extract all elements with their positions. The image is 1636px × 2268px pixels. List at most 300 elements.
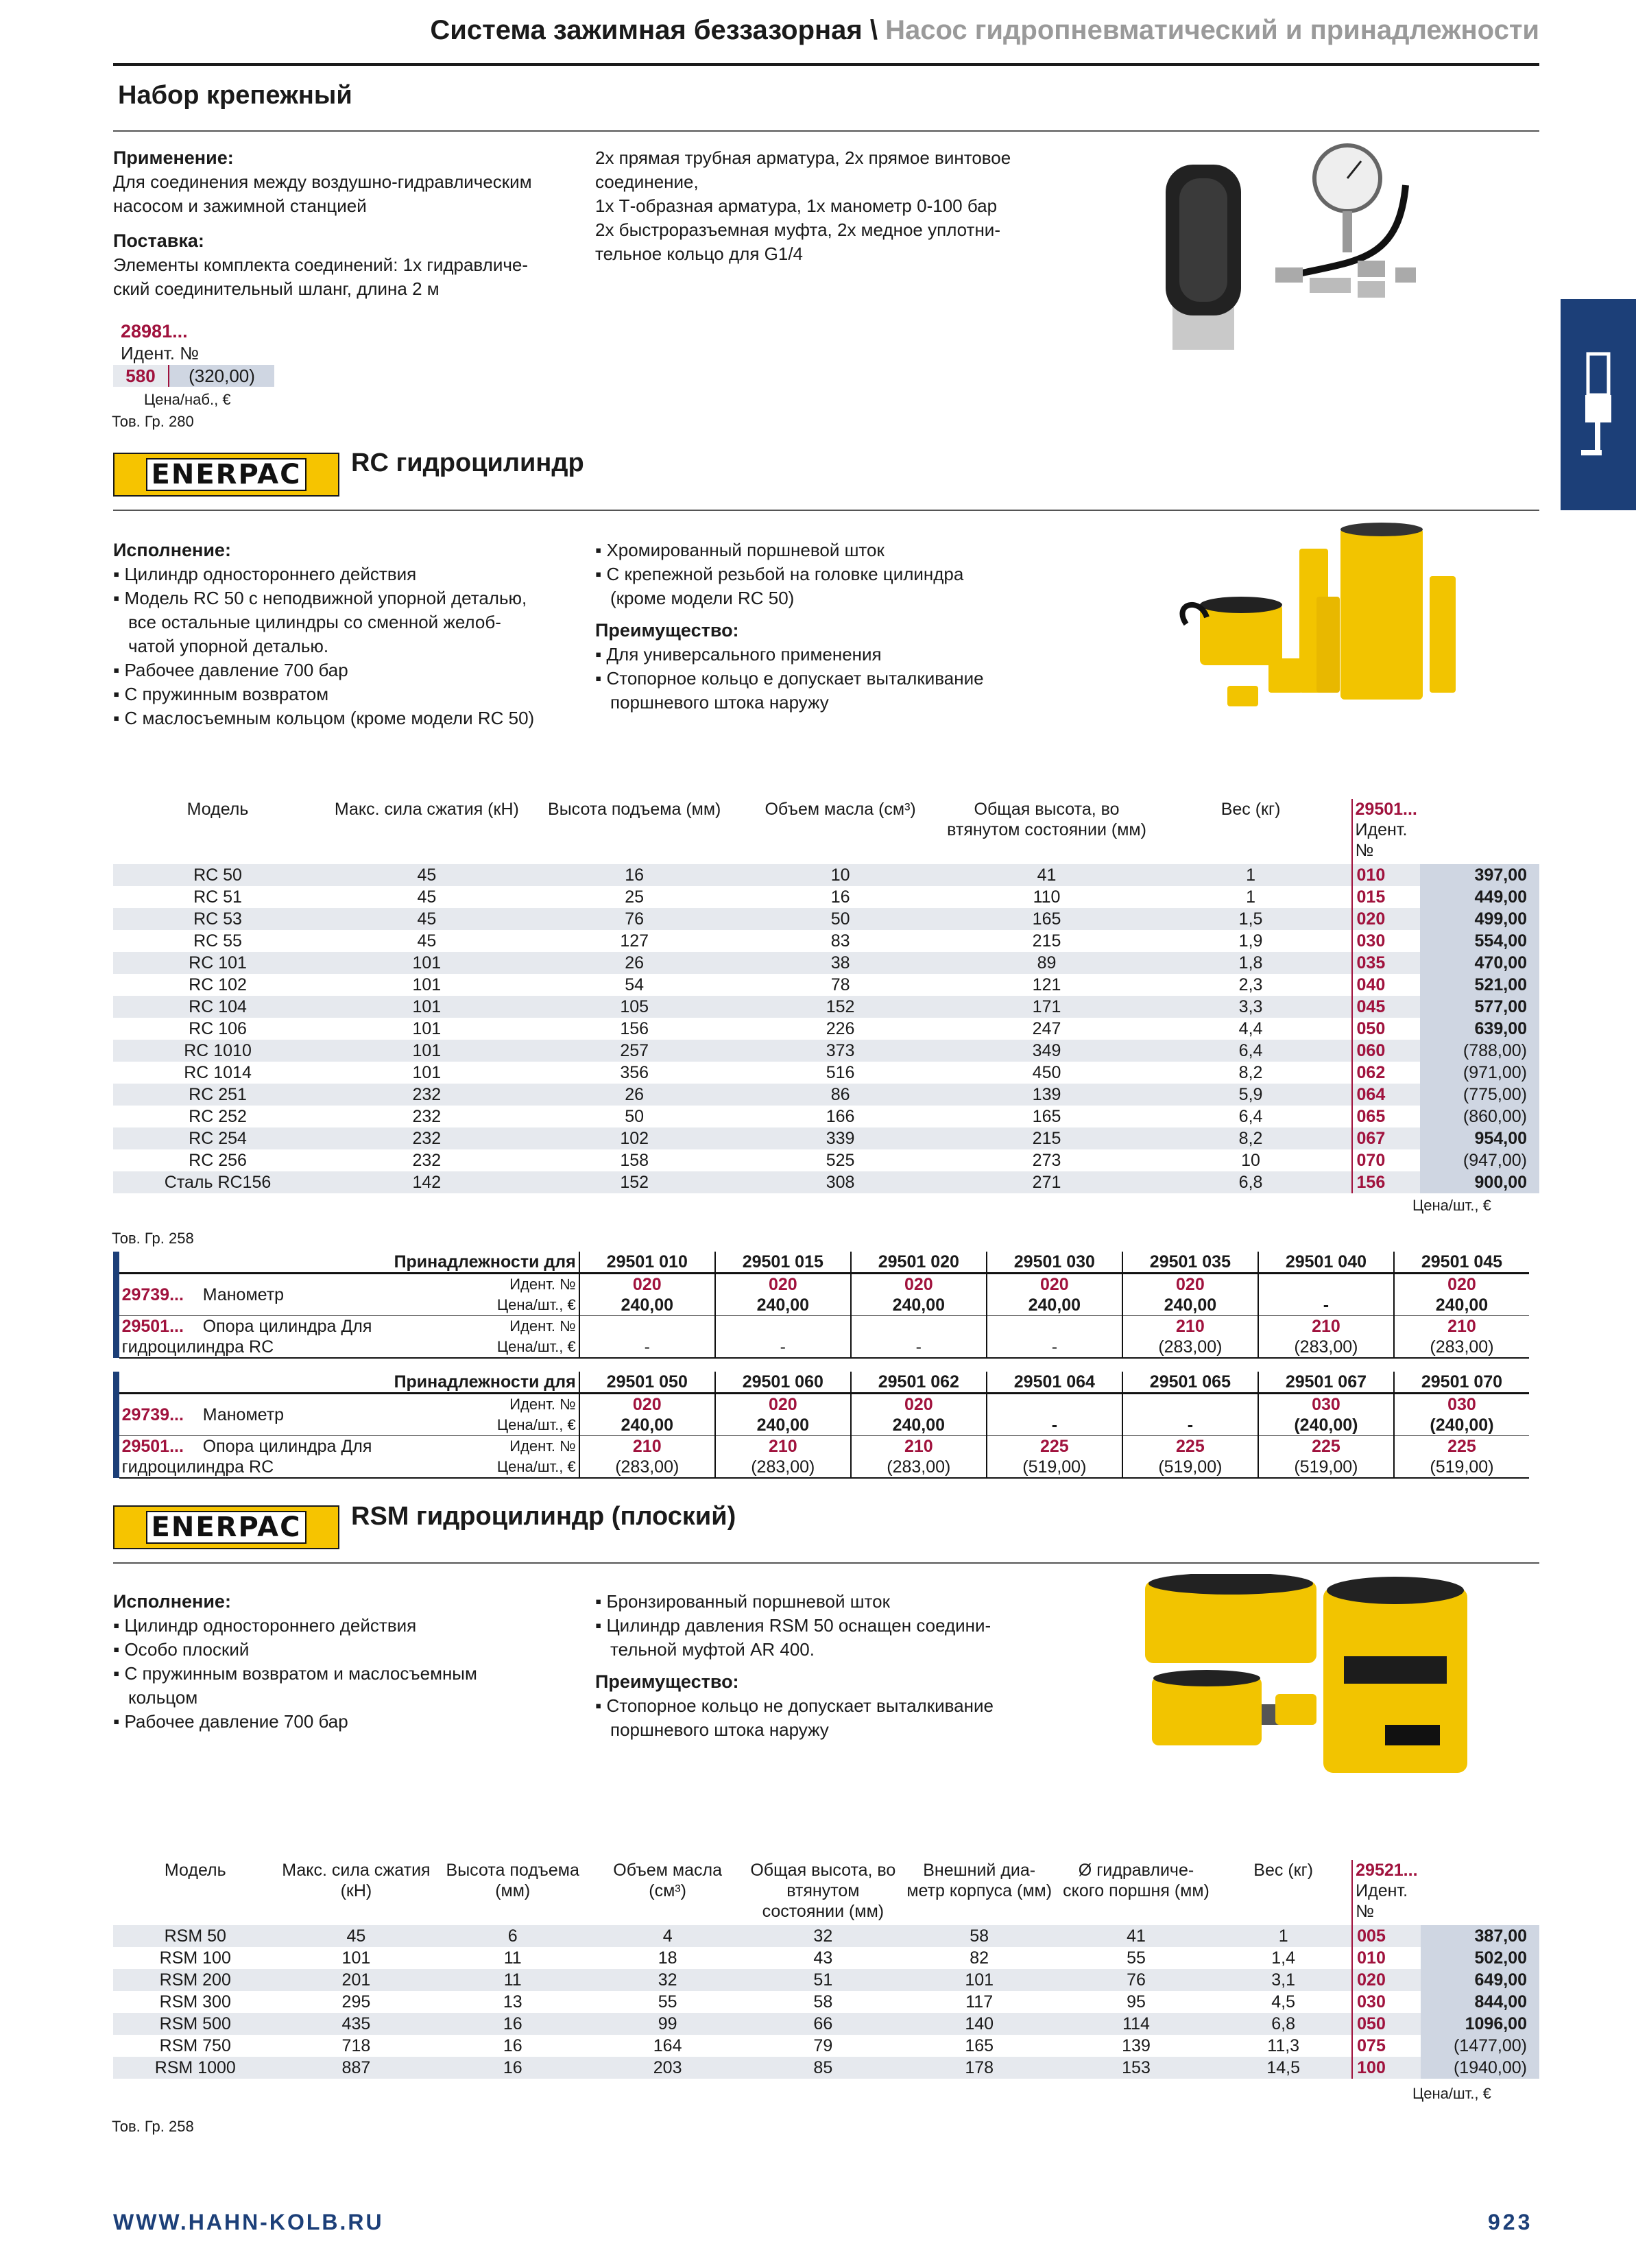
accessory-cell: 020 240,00 — [851, 1274, 987, 1316]
id-cell: 030 — [1352, 1991, 1420, 2013]
table-cell: 887 — [278, 2057, 435, 2079]
price-cell: (971,00) — [1420, 1062, 1539, 1084]
col-header-price — [1421, 1860, 1539, 1925]
id-cell: 067 — [1352, 1127, 1420, 1149]
section-rule — [113, 130, 1539, 132]
price-value: (320,00) — [169, 365, 274, 387]
accessory-cell: - — [987, 1394, 1122, 1436]
table-cell: 55 — [590, 1991, 745, 2013]
rsm-bullet: ▪ Рабочее давление 700 бар — [113, 1711, 348, 1732]
table-cell: 127 — [531, 930, 738, 952]
header-title: Система зажимная беззазорная — [430, 15, 863, 45]
id-value: 580 — [113, 365, 169, 387]
accessory-header-row — [113, 1252, 1529, 1274]
table-cell: 26 — [531, 1084, 738, 1106]
table-cell: 55 — [1057, 1947, 1215, 1969]
table-cell: 435 — [278, 2013, 435, 2035]
rc-bullet: ▪ С маслосъемным кольцом (кроме модели RC 50) — [113, 708, 535, 728]
table-cell: RC 1010 — [113, 1040, 322, 1062]
table-cell: 152 — [531, 1171, 738, 1193]
accessory-column-header: 29501 062 — [851, 1372, 987, 1394]
id-cell: 065 — [1352, 1106, 1420, 1127]
table-cell: 257 — [531, 1040, 738, 1062]
page-number: 923 — [1488, 2210, 1533, 2234]
col-header: Макс. сила сжатия (кН) — [282, 1861, 431, 1900]
supply-text-2: ский соединительный шланг, длина 2 м — [113, 278, 440, 299]
rsm-feature: ▪ Бронзированный поршневой шток — [595, 1591, 891, 1612]
rc-bullet-cont: все остальные цилиндры со сменной желоб- — [128, 612, 501, 632]
table-cell: RSM 50 — [113, 1925, 278, 1947]
col-header: Вес (кг) — [1220, 800, 1281, 819]
id-cell: 020 — [1352, 908, 1420, 930]
contents-line-5: тельное кольцо для G1/4 — [595, 243, 803, 264]
rc-feature: ▪ Хромированный поршневой шток — [595, 540, 885, 560]
contents-line-3: 1x Т-образная арматура, 1x манометр 0-100 бар — [595, 195, 998, 216]
table-cell: 50 — [531, 1106, 738, 1127]
rc-bullet: ▪ Рабочее давление 700 бар — [113, 660, 348, 680]
design-heading: Исполнение: — [113, 540, 231, 560]
table-cell: 38 — [738, 952, 943, 974]
price-label: Цена/наб., € — [144, 391, 231, 408]
table-cell: 215 — [943, 930, 1150, 952]
accessories-table-1 — [113, 1252, 1529, 1359]
accessory-cell: 020 240,00 — [715, 1394, 851, 1436]
table-cell: 105 — [531, 996, 738, 1018]
table-cell: 450 — [943, 1062, 1150, 1084]
row-marker — [113, 1394, 119, 1436]
table-cell: 16 — [435, 2013, 590, 2035]
price-cell: (1940,00) — [1421, 2057, 1539, 2079]
col-header: Внешний диа-метр корпуса (мм) — [906, 1861, 1052, 1900]
accessory-cell: 020 240,00 — [851, 1394, 987, 1436]
table-cell: 232 — [322, 1106, 531, 1127]
rsm-feature-cont: тельной муфтой AR 400. — [610, 1639, 815, 1660]
accessory-cell: 210 (283,00) — [1258, 1316, 1394, 1359]
table-row — [113, 1925, 1539, 1947]
table-cell: 4 — [590, 1925, 745, 1947]
accessory-cell: - — [715, 1316, 851, 1359]
table-cell: 232 — [322, 1149, 531, 1171]
accessory-cell: 210 (283,00) — [851, 1436, 987, 1479]
table-cell: 101 — [902, 1969, 1057, 1991]
rsm-table — [113, 1860, 1539, 2079]
accessory-column-header: 29501 040 — [1258, 1252, 1394, 1274]
accessory-cell: 225 (519,00) — [1122, 1436, 1258, 1479]
accessory-cell: 020 240,00 — [1122, 1274, 1258, 1316]
accessory-column-header: 29501 045 — [1394, 1252, 1529, 1274]
table-row — [113, 1969, 1539, 1991]
rsm-bullet: ▪ Особо плоский — [113, 1639, 250, 1660]
accessory-cell: - — [851, 1316, 987, 1359]
id-cell: 035 — [1352, 952, 1420, 974]
table-cell: 226 — [738, 1018, 943, 1040]
row-marker — [113, 1316, 119, 1359]
table-cell: 139 — [943, 1084, 1150, 1106]
table-cell: 203 — [590, 2057, 745, 2079]
accessory-column-header: 29501 060 — [715, 1372, 851, 1394]
accessory-column-header: 29501 015 — [715, 1252, 851, 1274]
table-row — [113, 2035, 1539, 2057]
accessory-column-header: 29501 067 — [1258, 1372, 1394, 1394]
col-header: Общая высота, во втянутом состоянии (мм) — [750, 1861, 896, 1921]
rsm-feature: ▪ Цилиндр давления RSM 50 оснащен соедини- — [595, 1615, 991, 1636]
accessory-cell: 020 240,00 — [715, 1274, 851, 1316]
id-cell: 100 — [1352, 2057, 1420, 2079]
table-cell: 41 — [1057, 1925, 1215, 1947]
table-cell: 339 — [738, 1127, 943, 1149]
col-header: Макс. сила сжатия (кН) — [334, 800, 519, 819]
price-label: Цена/шт., € — [1412, 1197, 1491, 1214]
price-cell: 954,00 — [1420, 1127, 1539, 1149]
id-cell: 050 — [1352, 1018, 1420, 1040]
accessory-cell: 030 (240,00) — [1258, 1394, 1394, 1436]
table-cell: 6,4 — [1151, 1040, 1352, 1062]
design-heading: Исполнение: — [113, 1591, 231, 1612]
table-row — [113, 1149, 1539, 1171]
table-cell: RC 256 — [113, 1149, 322, 1171]
table-cell: 373 — [738, 1040, 943, 1062]
table-cell: 1,8 — [1151, 952, 1352, 974]
table-cell: 178 — [902, 2057, 1057, 2079]
table-cell: 101 — [278, 1947, 435, 1969]
contents-line-1: 2x прямая трубная арматура, 2x прямое винтовое — [595, 147, 1011, 168]
table-cell: 117 — [902, 1991, 1057, 2013]
row-labels: Идент. № Цена/шт., € — [463, 1316, 579, 1359]
table-cell: 165 — [943, 908, 1150, 930]
table-cell: 101 — [322, 1040, 531, 1062]
table-cell: RC 101 — [113, 952, 322, 974]
table-row — [113, 2057, 1539, 2079]
table-cell: 11 — [435, 1947, 590, 1969]
table-cell: 158 — [531, 1149, 738, 1171]
table-cell: 32 — [590, 1969, 745, 1991]
price-cell: (775,00) — [1420, 1084, 1539, 1106]
col-header: Вес (кг) — [1253, 1861, 1314, 1880]
row-marker — [113, 1252, 119, 1274]
accessory-cell: 225 (519,00) — [1258, 1436, 1394, 1479]
header-rule — [113, 63, 1539, 66]
table-cell: 26 — [531, 952, 738, 974]
table-cell: RC 252 — [113, 1106, 322, 1127]
advantage-heading: Преимущество: — [595, 620, 739, 641]
rc-features — [595, 538, 1075, 715]
rsm-bullet: ▪ Цилиндр одностороннего действия — [113, 1615, 417, 1636]
table-row — [113, 1171, 1539, 1193]
id-cell: 156 — [1352, 1171, 1420, 1193]
supply-heading: Поставка: — [113, 230, 204, 251]
rc-feature: ▪ С крепежной резьбой на головке цилиндра — [595, 564, 964, 584]
table-cell: RC 106 — [113, 1018, 322, 1040]
enerpac-logo: ENERPAC — [113, 453, 339, 497]
rc-bullet: ▪ Цилиндр одностороннего действия — [113, 564, 417, 584]
table-cell: 3,1 — [1215, 1969, 1352, 1991]
table-cell: 51 — [745, 1969, 901, 1991]
accessory-cell: - — [1258, 1274, 1394, 1316]
rc-bullet: ▪ С пружинным возвратом — [113, 684, 329, 704]
accessory-column-header: 29501 064 — [987, 1372, 1122, 1394]
table-cell: 140 — [902, 2013, 1057, 2035]
accessory-column-header: 29501 030 — [987, 1252, 1122, 1274]
table-cell: RSM 100 — [113, 1947, 278, 1969]
col-header: Ø гидравличе-ского поршня (мм) — [1063, 1861, 1210, 1900]
table-cell: RC 102 — [113, 974, 322, 996]
header-subtitle: Насос гидропневматический и принадлежности — [885, 15, 1539, 45]
table-cell: RC 53 — [113, 908, 322, 930]
accessory-row-gauge — [113, 1394, 1529, 1436]
accessory-cell: 030 (240,00) — [1394, 1394, 1529, 1436]
page-header — [103, 15, 1539, 46]
row-marker — [113, 1372, 119, 1394]
table-cell: 43 — [745, 1947, 901, 1969]
application-heading: Применение: — [113, 147, 234, 168]
table-cell: 78 — [738, 974, 943, 996]
table-cell: 11,3 — [1215, 2035, 1352, 2057]
enerpac-logo: ENERPAC — [113, 1505, 339, 1549]
table-cell: 153 — [1057, 2057, 1215, 2079]
table-row — [113, 930, 1539, 952]
section-rule — [113, 1562, 1539, 1564]
accessory-column-header: 29501 050 — [579, 1372, 715, 1394]
table-cell: 8,2 — [1151, 1127, 1352, 1149]
table-cell: 4,5 — [1215, 1991, 1352, 2013]
accessory-cell: 210 (283,00) — [1394, 1316, 1529, 1359]
accessory-column-header: 29501 070 — [1394, 1372, 1529, 1394]
accessory-cell: 020 240,00 — [579, 1274, 715, 1316]
table-row — [113, 1040, 1539, 1062]
table-row — [113, 1084, 1539, 1106]
table-cell: 142 — [322, 1171, 531, 1193]
table-row — [113, 908, 1539, 930]
price-cell: 649,00 — [1421, 1969, 1539, 1991]
table-cell: 13 — [435, 1991, 590, 2013]
row-labels: Идент. № Цена/шт., € — [463, 1274, 579, 1316]
supply-text-1: Элементы комплекта соединений: 1x гидравличе- — [113, 254, 529, 275]
table-cell: 516 — [738, 1062, 943, 1084]
table-cell: RSM 1000 — [113, 2057, 278, 2079]
section-title-rc: RC гидроцилиндр — [351, 449, 584, 477]
table-row — [113, 1991, 1539, 2013]
clamp-icon — [1561, 299, 1636, 510]
table-cell: 83 — [738, 930, 943, 952]
col-header: Объем масла (см³) — [765, 800, 916, 819]
rc-design — [113, 538, 579, 730]
col-header-article: 29521... Идент. № — [1352, 1860, 1420, 1925]
mounting-kit-photo — [1152, 137, 1426, 350]
table-cell: 76 — [531, 908, 738, 930]
col-header: Объем масла (см³) — [613, 1861, 722, 1900]
rc-bullet: ▪ Модель RC 50 с неподвижной упорной деталью, — [113, 588, 527, 608]
col-header: Модель — [187, 800, 249, 819]
table-cell: 164 — [590, 2035, 745, 2057]
table-cell: 1,9 — [1151, 930, 1352, 952]
id-cell: 010 — [1352, 864, 1420, 886]
table-cell: 4,4 — [1151, 1018, 1352, 1040]
price-cell: 521,00 — [1420, 974, 1539, 996]
price-label: Цена/шт., € — [1412, 2085, 1491, 2102]
table-cell: RSM 500 — [113, 2013, 278, 2035]
accessories-for-label: Принадлежности для — [119, 1252, 579, 1274]
rsm-advantage-cont: поршневого штока наружу — [610, 1719, 829, 1740]
accessory-cell: - — [987, 1316, 1122, 1359]
rsm-table-body — [113, 1925, 1539, 2079]
table-cell: 356 — [531, 1062, 738, 1084]
accessory-row-support — [113, 1436, 1529, 1479]
rsm-cylinders-photo — [1138, 1574, 1481, 1780]
table-cell: 308 — [738, 1171, 943, 1193]
accessory-column-header: 29501 020 — [851, 1252, 987, 1274]
table-cell: 271 — [943, 1171, 1150, 1193]
table-cell: 6 — [435, 1925, 590, 1947]
table-row — [113, 886, 1539, 908]
table-cell: 58 — [745, 1991, 901, 2013]
id-cell: 030 — [1352, 930, 1420, 952]
table-cell: 3,3 — [1151, 996, 1352, 1018]
table-cell: 25 — [531, 886, 738, 908]
table-cell: 89 — [943, 952, 1150, 974]
table-cell: RSM 200 — [113, 1969, 278, 1991]
row-labels: Идент. № Цена/шт., € — [463, 1394, 579, 1436]
table-cell: 79 — [745, 2035, 901, 2057]
table-cell: 1 — [1151, 864, 1352, 886]
table-cell: 8,2 — [1151, 1062, 1352, 1084]
table-cell: 45 — [322, 886, 531, 908]
accessory-column-header: 29501 010 — [579, 1252, 715, 1274]
price-cell: 900,00 — [1420, 1171, 1539, 1193]
id-cell: 050 — [1352, 2013, 1420, 2035]
id-cell: 020 — [1352, 1969, 1420, 1991]
col-header-price — [1420, 799, 1539, 864]
table-cell: 85 — [745, 2057, 901, 2079]
price-cell: 499,00 — [1420, 908, 1539, 930]
table-cell: 95 — [1057, 1991, 1215, 2013]
header-separator: \ — [862, 15, 886, 45]
table-cell: 101 — [322, 974, 531, 996]
table-cell: 1 — [1151, 886, 1352, 908]
price-cell: (860,00) — [1420, 1106, 1539, 1127]
product-group: Тов. Гр. 258 — [112, 1230, 194, 1247]
rc-advantage: ▪ Стопорное кольцо е допускает выталкивание — [595, 668, 984, 689]
application-text-1: Для соединения между воздушно-гидравлическим — [113, 171, 532, 192]
price-cell: 844,00 — [1421, 1991, 1539, 2013]
table-row — [113, 1127, 1539, 1149]
section-rule — [113, 510, 1539, 511]
table-row — [113, 864, 1539, 886]
table-cell: RC 51 — [113, 886, 322, 908]
table-row — [113, 996, 1539, 1018]
table-cell: 165 — [902, 2035, 1057, 2057]
table-cell: 6,8 — [1151, 1171, 1352, 1193]
table-row — [113, 952, 1539, 974]
table-cell: 166 — [738, 1106, 943, 1127]
accessory-cell: 210 (283,00) — [579, 1436, 715, 1479]
support-label: 29501... Опора цилиндра Для гидроцилиндра RC — [119, 1316, 463, 1359]
contents-line-2: соединение, — [595, 171, 699, 192]
table-cell: 58 — [902, 1925, 1057, 1947]
advantage-heading: Преимущество: — [595, 1671, 739, 1692]
table-cell: RC 55 — [113, 930, 322, 952]
table-cell: 45 — [278, 1925, 435, 1947]
gauge-label: 29739... Манометр — [119, 1394, 463, 1436]
table-cell: 201 — [278, 1969, 435, 1991]
table-cell: 5,9 — [1151, 1084, 1352, 1106]
table-cell: 102 — [531, 1127, 738, 1149]
table-cell: 1 — [1215, 1925, 1352, 1947]
rsm-advantage: ▪ Стопорное кольцо не допускает выталкивание — [595, 1695, 994, 1716]
accessory-row-support — [113, 1316, 1529, 1359]
price-cell: 554,00 — [1420, 930, 1539, 952]
accessory-cell: 020 240,00 — [579, 1394, 715, 1436]
contents-line-4: 2x быстроразъемная муфта, 2x медное уплотни- — [595, 219, 1000, 240]
col-header: Высота подъема (мм) — [548, 800, 721, 819]
row-labels: Идент. № Цена/шт., € — [463, 1436, 579, 1479]
table-cell: 215 — [943, 1127, 1150, 1149]
article-number: 28981... — [121, 321, 188, 342]
col-header: Высота подъема (мм) — [446, 1861, 579, 1900]
price-cell: 639,00 — [1420, 1018, 1539, 1040]
rsm-design — [113, 1590, 579, 1734]
price-cell: 397,00 — [1420, 864, 1539, 886]
table-cell: 139 — [1057, 2035, 1215, 2057]
price-box — [113, 365, 274, 387]
table-cell: RC 254 — [113, 1127, 322, 1149]
price-cell: 449,00 — [1420, 886, 1539, 908]
chapter-tab[interactable] — [1561, 299, 1636, 510]
col-header: Модель — [164, 1861, 226, 1880]
table-cell: 16 — [435, 2035, 590, 2057]
section-title-mounting-kit: Набор крепежный — [118, 81, 352, 110]
table-cell: 1,4 — [1215, 1947, 1352, 1969]
price-cell: (947,00) — [1420, 1149, 1539, 1171]
id-cell: 005 — [1352, 1925, 1420, 1947]
table-cell: 101 — [322, 1018, 531, 1040]
rsm-bullet: ▪ С пружинным возвратом и маслосъемным — [113, 1663, 477, 1684]
table-cell: 165 — [943, 1106, 1150, 1127]
table-cell: 6,8 — [1215, 2013, 1352, 2035]
id-cell: 075 — [1352, 2035, 1420, 2057]
rc-advantage-cont: поршневого штока наружу — [610, 692, 829, 713]
table-cell: 18 — [590, 1947, 745, 1969]
support-label: 29501... Опора цилиндра Для гидроцилиндра RC — [119, 1436, 463, 1479]
table-cell: 156 — [531, 1018, 738, 1040]
rc-bullet-cont: чатой упорной деталью. — [128, 636, 329, 656]
table-cell: 232 — [322, 1084, 531, 1106]
accessory-cell: - — [1122, 1394, 1258, 1436]
table-cell: 101 — [322, 952, 531, 974]
id-cell: 064 — [1352, 1084, 1420, 1106]
table-row — [113, 974, 1539, 996]
table-cell: 10 — [1151, 1149, 1352, 1171]
product-group: Тов. Гр. 280 — [112, 413, 194, 430]
table-cell: 152 — [738, 996, 943, 1018]
accessory-cell: 225 (519,00) — [1394, 1436, 1529, 1479]
col-header-article: 29501... Идент. № — [1352, 799, 1420, 864]
price-cell: (1477,00) — [1421, 2035, 1539, 2057]
table-cell: 171 — [943, 996, 1150, 1018]
id-cell: 045 — [1352, 996, 1420, 1018]
accessory-cell: 020 240,00 — [1394, 1274, 1529, 1316]
table-cell: RC 1014 — [113, 1062, 322, 1084]
table-cell: 45 — [322, 908, 531, 930]
table-cell: 11 — [435, 1969, 590, 1991]
table-cell: 50 — [738, 908, 943, 930]
table-row — [113, 1018, 1539, 1040]
website-link[interactable]: WWW.HAHN-KOLB.RU — [113, 2210, 384, 2234]
product-group: Тов. Гр. 258 — [112, 2118, 194, 2135]
table-cell: 66 — [745, 2013, 901, 2035]
price-cell: 1096,00 — [1421, 2013, 1539, 2035]
table-cell: 110 — [943, 886, 1150, 908]
rc-advantage: ▪ Для универсального применения — [595, 644, 882, 665]
